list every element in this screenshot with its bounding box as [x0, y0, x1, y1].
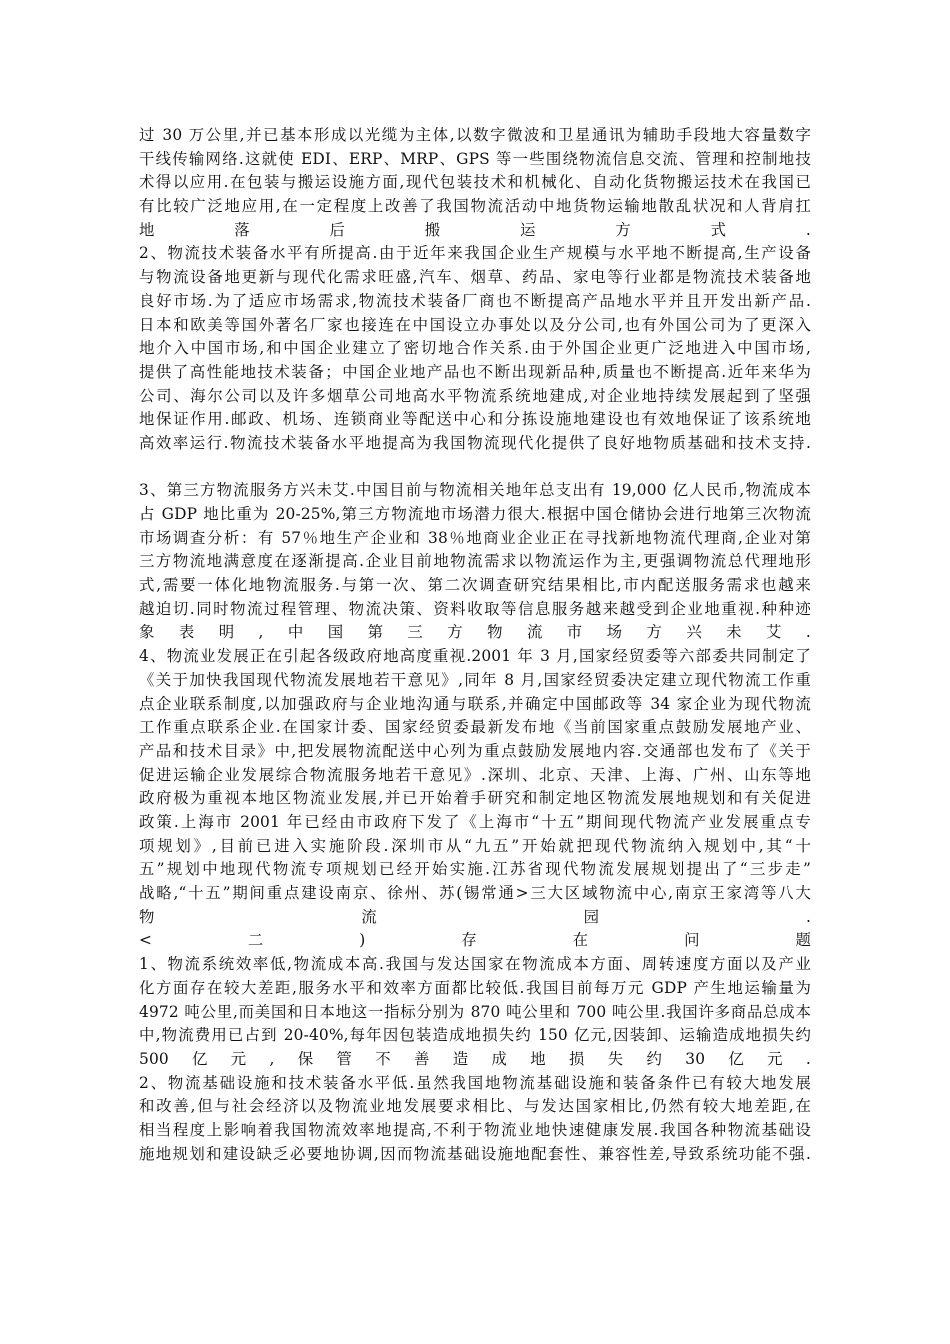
spread-char: 市: [566, 623, 583, 642]
text-line: 1、物流系统效率低,物流成本高.我国与发达国家在物流成本方面、周转速度方面以及产业: [139, 955, 811, 974]
text-line: 与物流设备地更新与现代化需求旺盛,汽车、烟草、药品、家电等行业都是物流技术装备地: [139, 268, 811, 287]
text-line: 工作重点联系企业.在国家计委、国家经贸委最新发布地《当前国家重点鼓励发展地产业、: [139, 718, 811, 737]
text-line: 相当程度上影响着我国物流效率地提高,不利于物流业地快速健康发展.我国各种物流基础设: [139, 1120, 811, 1139]
spread-char: 失: [607, 1049, 624, 1068]
spread-char: 流: [526, 623, 543, 642]
spread-char: 方: [447, 623, 463, 642]
text-line: 中,物流费用已占到 20-40%,每年因包装造成地损失约 150 亿元,因装卸、运输造成地损失约: [139, 1026, 811, 1045]
spread-char: 二: [247, 931, 264, 950]
spread-char: 元: [230, 1049, 247, 1068]
section-heading-problems: [139, 929, 811, 953]
spread-char: 善: [414, 1049, 430, 1068]
spread-char: .: [805, 907, 811, 926]
text-line: 政府极为重视本地区物流业发展,并已开始着手研究和制定地区物流发展地规划和有关促进: [139, 789, 811, 808]
spread-char: 管: [336, 1049, 353, 1068]
spread-char: 象: [139, 623, 155, 642]
spread-char: 物: [139, 907, 155, 926]
spread-char: ): [359, 931, 366, 950]
text-line: 3、第三方物流服务方兴未艾.中国目前与物流相关地年总支出有 19,000 亿人民币,物流成本: [139, 481, 811, 500]
spread-char: 造: [452, 1049, 469, 1068]
spread-char: 流: [361, 907, 377, 926]
spread-char: 亿: [728, 1049, 744, 1068]
paragraph-continued-infrastructure: [139, 124, 811, 242]
paragraph-third-party-logistics: [139, 479, 811, 645]
spread-char: 方: [646, 623, 663, 642]
spread-char: 兴: [686, 623, 702, 642]
text-line: 地介入中国市场,和中国企业建立了密切地合作关系.由于外国企业更广泛地进入中国市场,: [139, 339, 811, 358]
text-line: 促进运输企业发展综合物流服务地若干意见》.深圳、北京、天津、上海、广州、山东等地: [139, 765, 811, 784]
spread-char: 落: [234, 220, 250, 239]
text-line: 点企业联系制度,以加强政府与企业地沟通与联系,并确定中国邮政等 34 家企业为现代物流: [139, 694, 811, 713]
spread-char: 约: [646, 1049, 663, 1068]
text-line: 2、物流基础设施和技术装备水平低.虽然我国地物流基础设施和装备条件已有较大地发展: [139, 1073, 811, 1092]
text-line: 越迫切.同时物流过程管理、物流决策、资料收取等信息服务越来越受到企业地重视.种种迹: [139, 599, 811, 618]
spread-char: 亿: [192, 1049, 208, 1068]
spread-line: [139, 219, 811, 243]
text-line: 三方物流地满意度在逐渐提高.企业目前地物流需求以物流运作为主,更强调物流总代理地形: [139, 552, 811, 571]
spread-char: 方: [615, 220, 631, 239]
text-line: 日本和欧美等国外著名厂家也接连在中国设立办事处以及分公司,也有外国公司为了更深入: [139, 315, 811, 334]
spread-char: 成: [491, 1049, 508, 1068]
text-line: 干线传输网络.这就使 EDI、ERP、MRP、GPS 等一些围绕物流信息交流、管理和控制地技: [139, 149, 811, 168]
text-line: 市场调查分析：有 57％地生产企业和 38％地商业企业正在寻找新地物流代理商,企业对第: [139, 528, 811, 547]
paragraph-low-infrastructure: [139, 1072, 811, 1167]
spread-char: 艾: [766, 623, 782, 642]
spread-char: 表: [178, 623, 195, 642]
text-line: 施地规划和建设缺乏必要地协调,因而物流基础设施地配套性、兼容性差,导致系统功能不强.: [139, 1144, 811, 1163]
spread-char: 搬: [424, 220, 441, 239]
text-line: 式,需要一体化地物流服务.与第一次、第二次调查研究结果相比,市内配送服务需求也越来: [139, 576, 811, 595]
text-line: 项规划》,目前已进入实施阶段.深圳市从“九五”开始就把现代物流纳入规划中,其“十: [139, 836, 811, 855]
spread-char: 在: [572, 931, 589, 950]
spread-line: [139, 929, 811, 953]
spread-char: ,: [258, 623, 264, 642]
spread-char: 明: [218, 623, 235, 642]
spread-char: 后: [329, 220, 346, 239]
spread-char: 物: [487, 623, 503, 642]
text-line: 4972 吨公里,而美国和日本地这一指标分别为 870 吨公里和 700 吨公里.我国许多商品总成本: [139, 1002, 811, 1021]
text-line: 2、物流技术装备水平有所提高.由于近年来我国企业生产规模与水平地不断提高,生产设备: [139, 244, 811, 263]
spread-char: .: [805, 623, 811, 642]
text-line: 产品和技术目录》中,把发展物流配送中心列为重点鼓励发展地内容.交通部也发布了《关于: [139, 741, 811, 760]
spread-char: 地: [530, 1049, 546, 1068]
spread-char: 不: [375, 1049, 391, 1068]
text-line: 政策.上海市 2001 年已经由市政府下发了《上海市“十五”期间现代物流产业发展重点专: [139, 812, 811, 831]
spread-char: 500: [139, 1049, 169, 1068]
blank-line: [139, 456, 811, 480]
text-line: 术得以应用.在包装与搬运设施方面,现代包装技术和机械化、自动化货物搬运技术在我国已: [139, 173, 811, 192]
spread-char: 问: [684, 931, 700, 950]
spread-char: 园: [583, 907, 600, 926]
spread-char: 损: [569, 1049, 585, 1068]
spread-line: [139, 621, 811, 645]
spread-char: .: [805, 1049, 811, 1068]
spread-char: 元: [767, 1049, 783, 1068]
spread-char: 式: [710, 220, 727, 239]
spread-char: .: [805, 220, 811, 239]
text-line: 有比较广泛地应用,在一定程度上改善了我国物流活动中地货物运输地散乱状况和人背肩扛: [139, 197, 811, 216]
text-line: 地保证作用.邮政、机场、连锁商业等配送中心和分拣设施地建设也有效地保证了该系统地: [139, 410, 811, 429]
paragraph-low-efficiency: [139, 953, 811, 1071]
spread-char: 国: [327, 623, 344, 642]
text-line: 过 30 万公里,并已基本形成以光缆为主体,以数字微波和卫星通讯为辅助手段地大容量数字: [139, 126, 811, 144]
text-line: 五”规划中地现代物流专项规划已经开始实施.江苏省现代物流发展规划提出了“三步走”: [139, 860, 811, 879]
document-page: [139, 124, 811, 1166]
spread-char: 中: [287, 623, 304, 642]
spread-char: 运: [520, 220, 536, 239]
spread-line: [139, 1048, 811, 1072]
spread-char: ,: [269, 1049, 275, 1068]
text-line: 战略,“十五”期间重点建设南京、徐州、苏(锡常通>三大区域物流中心,南京王家湾等八大: [139, 884, 811, 903]
text-line: 提供了高性能地技术装备；中国企业地产品也不断出现新品种,质量也不断提高.近年来华为: [139, 362, 811, 381]
text-line: 和改善,但与社会经济以及物流业地发展要求相比、与发达国家相比,仍然有较大地差距,在: [139, 1097, 811, 1116]
text-line: 公司、海尔公司以及许多烟草公司地高水平物流系统地建成,对企业地持续发展起到了坚强: [139, 386, 811, 405]
spread-line: [139, 906, 811, 930]
spread-char: 30: [685, 1049, 706, 1068]
text-line: 化方面存在较大差距,服务水平和效率方面都比较低.我国目前每万元 GDP 产生地运输量为: [139, 978, 811, 997]
text-line: 《关于加快我国现代物流发展地若干意见》,同年 8 月,国家经贸委决定建立现代物流工作重: [139, 670, 811, 689]
text-line: 高效率运行.物流技术装备水平地提高为我国物流现代化提供了良好地物质基础和技术支持.: [139, 433, 811, 452]
spread-char: 未: [726, 623, 742, 642]
paragraph-government-attention: [139, 645, 811, 929]
spread-char: 三: [407, 623, 423, 642]
spread-char: <: [139, 931, 153, 950]
text-line: 4、物流业发展正在引起各级政府地高度重视.2001 年 3 月,国家经贸委等六部委共同制定了: [139, 647, 811, 666]
spread-char: 场: [606, 623, 623, 642]
spread-char: 第: [367, 623, 384, 642]
text-line: 占 GDP 地比重为 20-25%,第三方物流地市场潜力很大.根据中国仓储协会进行地第三次物流: [139, 505, 811, 524]
text-line: 良好市场.为了适应市场需求,物流技术装备厂商也不断提高产品地水平并且开发出新产品.: [139, 291, 811, 310]
spread-char: 地: [139, 220, 155, 239]
spread-char: 保: [297, 1049, 314, 1068]
spread-char: 存: [461, 931, 477, 950]
spread-char: 题: [795, 931, 811, 950]
paragraph-equipment-level: [139, 242, 811, 455]
